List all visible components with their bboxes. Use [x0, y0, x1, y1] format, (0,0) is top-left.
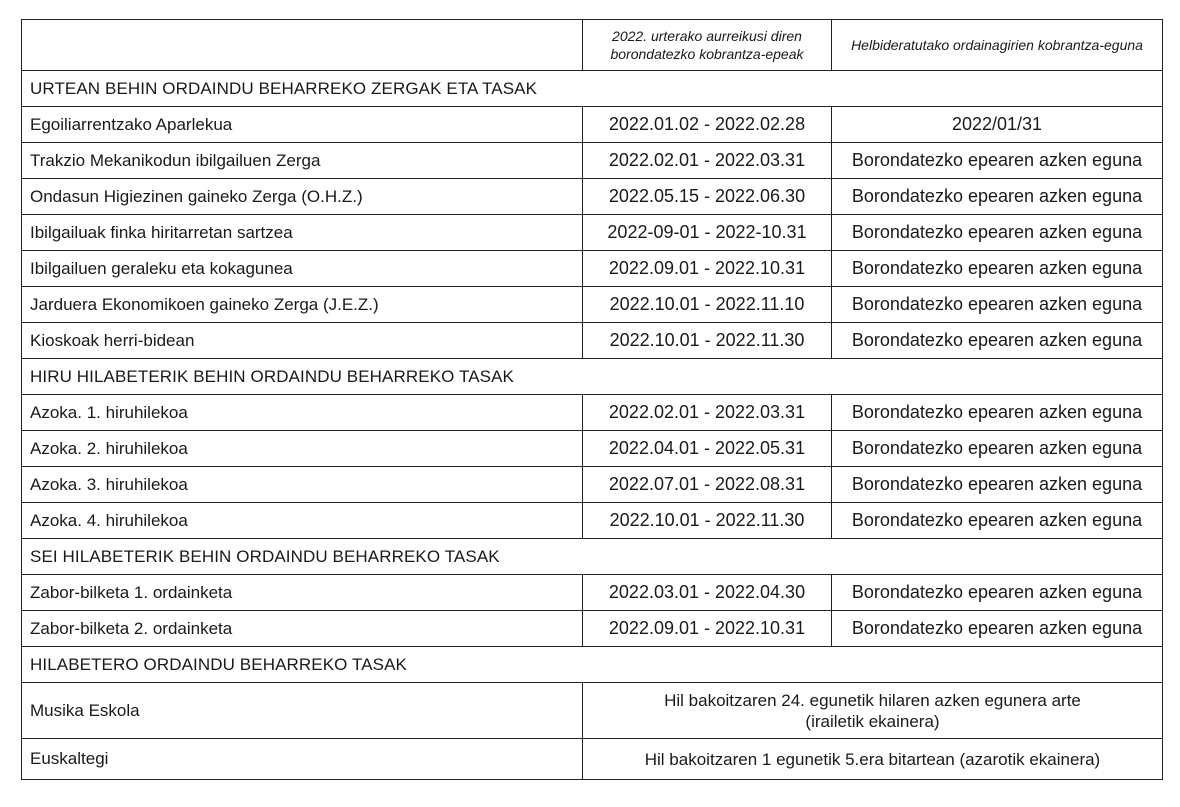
table-row	[22, 683, 1163, 739]
row-name: Azoka. 3. hiruhilekoa	[22, 467, 583, 503]
header-direct-debit-date: Helbideratutako ordainagirien kobrantza-eguna	[832, 20, 1163, 71]
section-title: HIRU HILABETERIK BEHIN ORDAINDU BEHARREKO TASAK	[22, 359, 1163, 395]
row-period-note: Hil bakoitzaren 1 egunetik 5.era bitartean (azarotik ekainera)	[583, 739, 1163, 780]
table-row	[22, 431, 1163, 467]
row-period: 2022.02.01 - 2022.03.31	[583, 143, 832, 179]
row-due: Borondatezko epearen azken eguna	[832, 143, 1163, 179]
row-name: Azoka. 1. hiruhilekoa	[22, 395, 583, 431]
row-name: Zabor-bilketa 2. ordainketa	[22, 611, 583, 647]
table-row	[22, 215, 1163, 251]
row-period: 2022.09.01 - 2022.10.31	[583, 251, 832, 287]
table-row	[22, 575, 1163, 611]
row-due: Borondatezko epearen azken eguna	[832, 251, 1163, 287]
row-due: Borondatezko epearen azken eguna	[832, 287, 1163, 323]
table-row	[22, 467, 1163, 503]
row-due: Borondatezko epearen azken eguna	[832, 395, 1163, 431]
table-row	[22, 287, 1163, 323]
section-title: SEI HILABETERIK BEHIN ORDAINDU BEHARREKO TASAK	[22, 539, 1163, 575]
row-name: Musika Eskola	[22, 683, 583, 739]
table-row	[22, 323, 1163, 359]
row-period: 2022.10.01 - 2022.11.10	[583, 287, 832, 323]
section-row-quarterly	[22, 359, 1163, 395]
row-name: Ibilgailuak finka hiritarretan sartzea	[22, 215, 583, 251]
header-concept	[22, 20, 583, 71]
row-period: 2022.07.01 - 2022.08.31	[583, 467, 832, 503]
row-period-note-line2: (irailetik ekainera)	[805, 711, 940, 731]
row-due: Borondatezko epearen azken eguna	[832, 215, 1163, 251]
header-voluntary-period-line1: 2022. urterako aurreikusi diren	[612, 28, 802, 44]
row-due: 2022/01/31	[832, 107, 1163, 143]
row-period: 2022.04.01 - 2022.05.31	[583, 431, 832, 467]
table-row	[22, 143, 1163, 179]
row-period-note	[583, 683, 1163, 739]
row-name: Egoiliarrentzako Aparlekua	[22, 107, 583, 143]
row-due: Borondatezko epearen azken eguna	[832, 503, 1163, 539]
row-period: 2022.10.01 - 2022.11.30	[583, 503, 832, 539]
section-row-monthly	[22, 647, 1163, 683]
table-row	[22, 503, 1163, 539]
row-period: 2022.02.01 - 2022.03.31	[583, 395, 832, 431]
row-due: Borondatezko epearen azken eguna	[832, 323, 1163, 359]
table-header-row	[22, 20, 1163, 71]
table-row	[22, 395, 1163, 431]
table-row	[22, 251, 1163, 287]
row-name: Zabor-bilketa 1. ordainketa	[22, 575, 583, 611]
row-due: Borondatezko epearen azken eguna	[832, 467, 1163, 503]
row-name: Azoka. 2. hiruhilekoa	[22, 431, 583, 467]
row-period: 2022.05.15 - 2022.06.30	[583, 179, 832, 215]
row-name: Trakzio Mekanikodun ibilgailuen Zerga	[22, 143, 583, 179]
row-period: 2022-09-01 - 2022-10.31	[583, 215, 832, 251]
table-row	[22, 107, 1163, 143]
section-title: URTEAN BEHIN ORDAINDU BEHARREKO ZERGAK ETA TASAK	[22, 71, 1163, 107]
table-row	[22, 179, 1163, 215]
row-name: Ondasun Higiezinen gaineko Zerga (O.H.Z.)	[22, 179, 583, 215]
row-period: 2022.03.01 - 2022.04.30	[583, 575, 832, 611]
row-name: Jarduera Ekonomikoen gaineko Zerga (J.E.Z.)	[22, 287, 583, 323]
header-voluntary-period-line2: borondatezko kobrantza-epeak	[610, 46, 804, 62]
row-name: Euskaltegi	[22, 739, 583, 780]
section-row-annual	[22, 71, 1163, 107]
row-name: Azoka. 4. hiruhilekoa	[22, 503, 583, 539]
section-title: HILABETERO ORDAINDU BEHARREKO TASAK	[22, 647, 1163, 683]
row-name: Ibilgailuen geraleku eta kokagunea	[22, 251, 583, 287]
row-due: Borondatezko epearen azken eguna	[832, 611, 1163, 647]
row-period-note-line1: Hil bakoitzaren 24. egunetik hilaren azken egunera arte	[664, 690, 1081, 710]
header-voluntary-period	[583, 20, 832, 71]
row-period: 2022.09.01 - 2022.10.31	[583, 611, 832, 647]
section-row-semiannual	[22, 539, 1163, 575]
row-due: Borondatezko epearen azken eguna	[832, 431, 1163, 467]
row-period: 2022.01.02 - 2022.02.28	[583, 107, 832, 143]
table-row	[22, 739, 1163, 780]
table-row	[22, 611, 1163, 647]
row-due: Borondatezko epearen azken eguna	[832, 179, 1163, 215]
row-period: 2022.10.01 - 2022.11.30	[583, 323, 832, 359]
row-due: Borondatezko epearen azken eguna	[832, 575, 1163, 611]
tax-calendar-table	[21, 19, 1163, 780]
row-name: Kioskoak herri-bidean	[22, 323, 583, 359]
